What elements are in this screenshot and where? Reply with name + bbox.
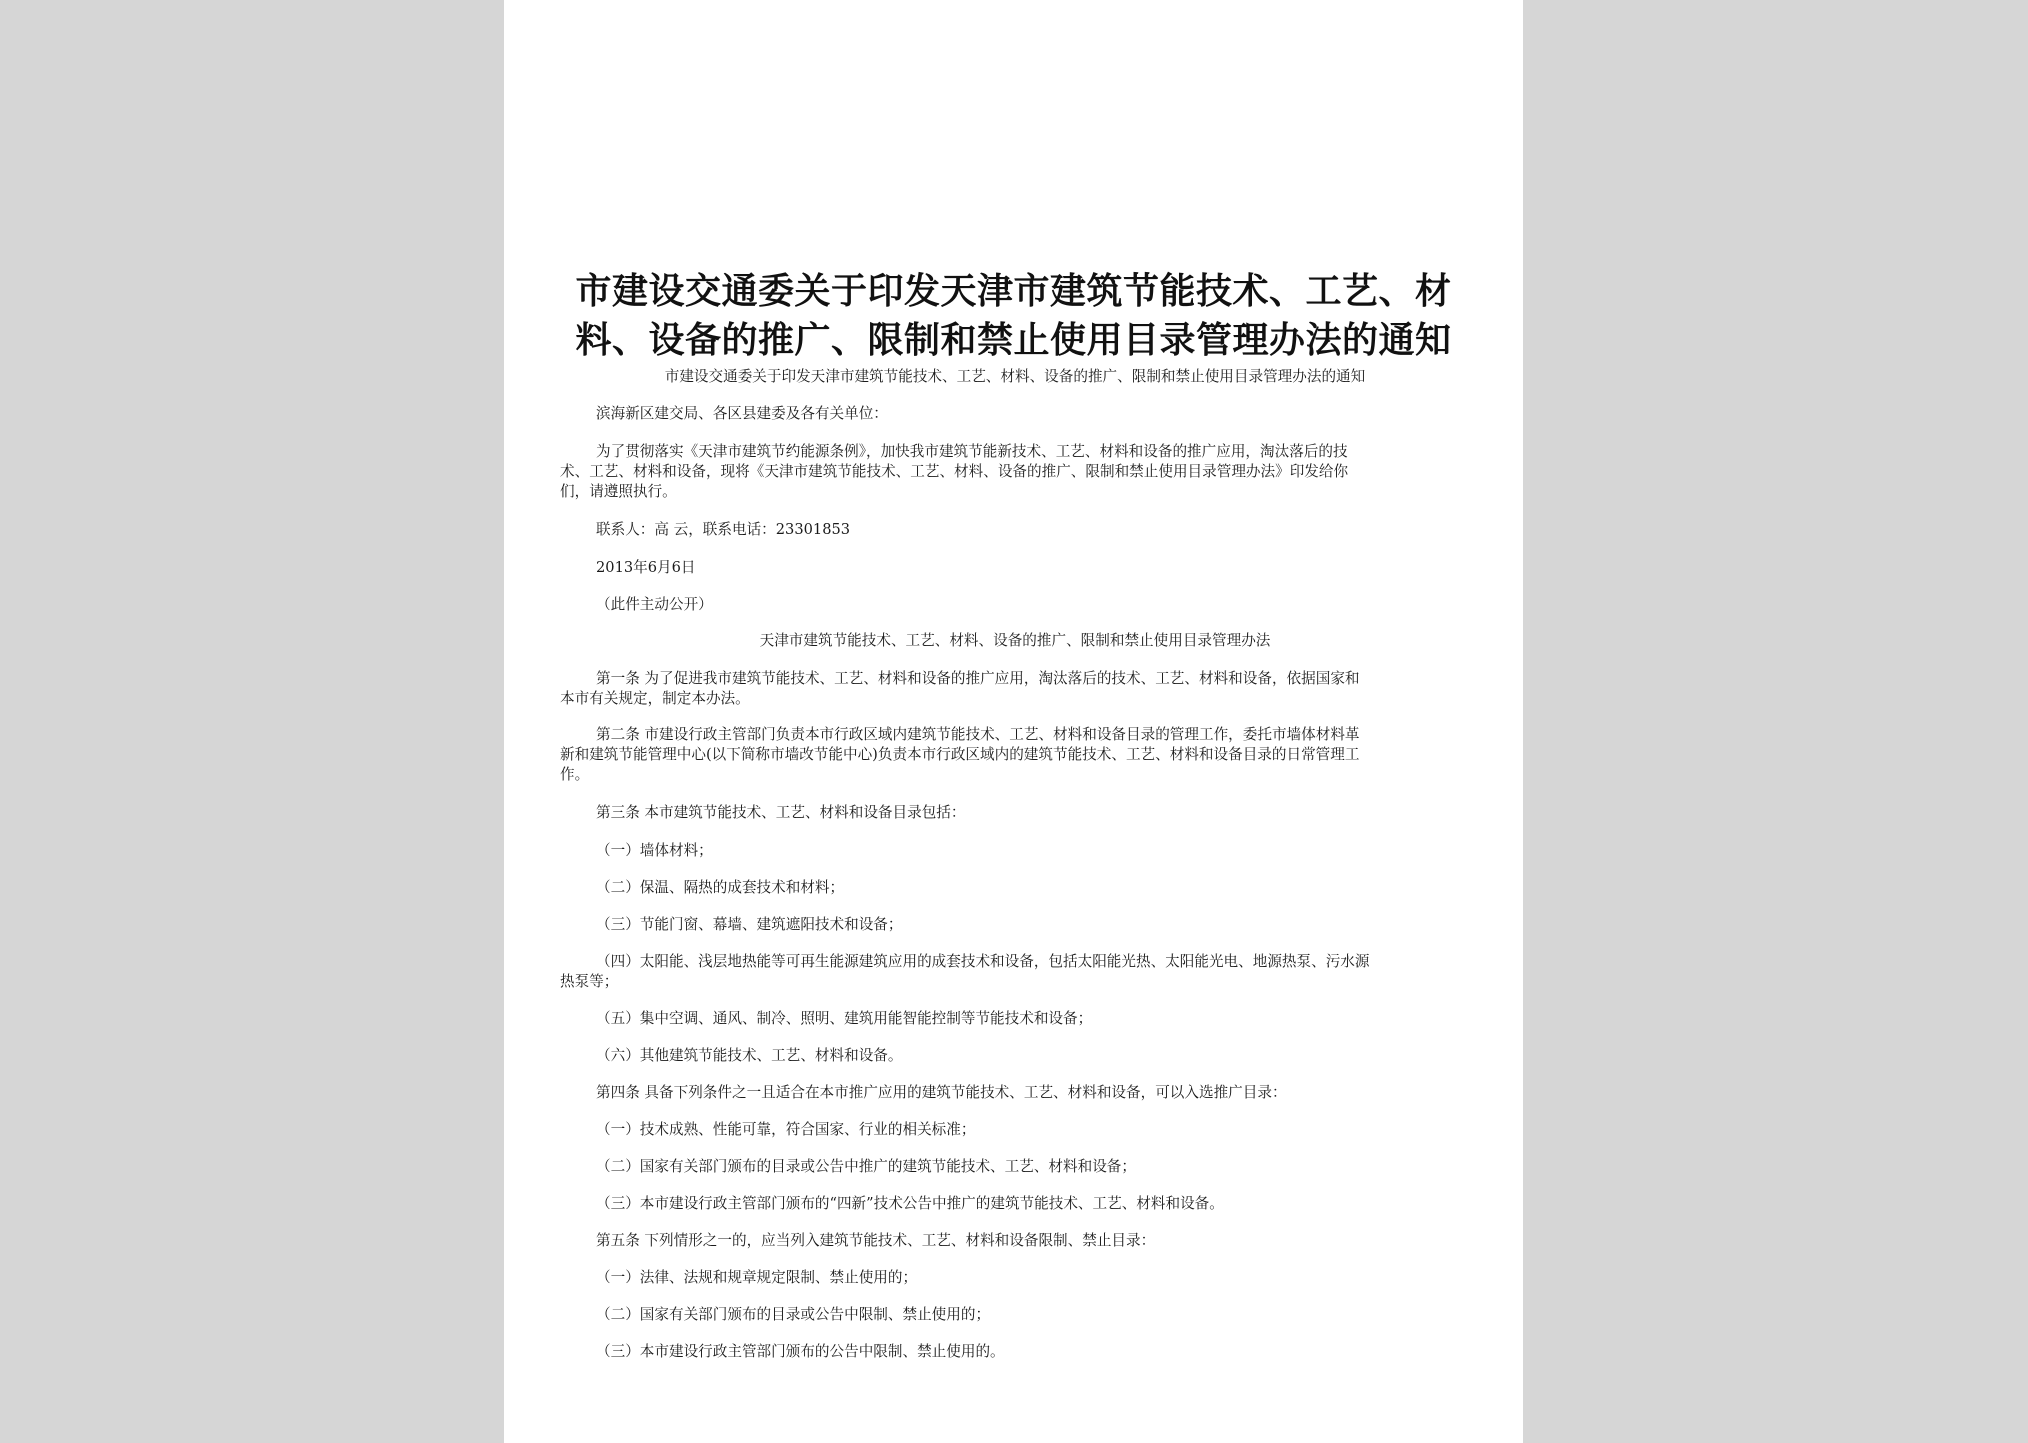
document-page xyxy=(504,0,1523,1443)
article-3-item-4-line-1: （四）太阳能、浅层地热能等可再生能源建筑应用的成套技术和设备，包括太阳能光热、太阳能光电、地源热泵、污水源 xyxy=(596,953,1370,970)
article-2-line-1: 第二条 市建设行政主管部门负责本市行政区域内建筑节能技术、工艺、材料和设备目录的管理工作，委托市墙体材料革 xyxy=(596,726,1360,743)
article-3: 第三条 本市建筑节能技术、工艺、材料和设备目录包括： xyxy=(596,804,966,821)
issue-date: 2013年6月6日 xyxy=(596,559,696,576)
article-3-item-6: （六）其他建筑节能技术、工艺、材料和设备。 xyxy=(596,1047,903,1064)
article-5: 第五条 下列情形之一的，应当列入建筑节能技术、工艺、材料和设备限制、禁止目录： xyxy=(596,1232,1156,1249)
article-2-line-3: 作。 xyxy=(560,766,590,783)
article-1-line-2: 本市有关规定，制定本办法。 xyxy=(560,690,750,707)
subtitle: 市建设交通委关于印发天津市建筑节能技术、工艺、材料、设备的推广、限制和禁止使用目录管理办法的通知 xyxy=(664,368,1366,385)
article-3-item-2: （二）保温、隔热的成套技术和材料； xyxy=(596,879,845,896)
article-4-item-3: （三）本市建设行政主管部门颁布的“四新”技术公告中推广的建筑节能技术、工艺、材料和设备。 xyxy=(596,1195,1224,1212)
measures-title: 天津市建筑节能技术、工艺、材料、设备的推广、限制和禁止使用目录管理办法 xyxy=(759,632,1271,649)
article-3-item-4-line-2: 热泵等； xyxy=(560,973,619,990)
article-5-item-1: （一）法律、法规和规章规定限制、禁止使用的； xyxy=(596,1269,918,1286)
article-3-item-3: （三）节能门窗、幕墙、建筑遮阳技术和设备； xyxy=(596,916,903,933)
intro-line-2: 术、工艺、材料和设备，现将《天津市建筑节能技术、工艺、材料、设备的推广、限制和禁止使用目录管理办法》印发给你 xyxy=(560,463,1349,480)
title-line-2: 料、设备的推广、限制和禁止使用目录管理办法的通知 xyxy=(575,319,1452,361)
article-5-item-2: （二）国家有关部门颁布的目录或公告中限制、禁止使用的； xyxy=(596,1306,991,1323)
intro-line-3: 们，请遵照执行。 xyxy=(560,483,677,500)
article-3-item-5: （五）集中空调、通风、制冷、照明、建筑用能智能控制等节能技术和设备； xyxy=(596,1010,1093,1027)
disclosure-note: （此件主动公开） xyxy=(596,596,713,613)
contact-line: 联系人：高 云，联系电话：23301853 xyxy=(596,521,851,538)
article-4: 第四条 具备下列条件之一且适合在本市推广应用的建筑节能技术、工艺、材料和设备，可以入选推广目录： xyxy=(596,1084,1287,1101)
article-4-item-2: （二）国家有关部门颁布的目录或公告中推广的建筑节能技术、工艺、材料和设备； xyxy=(596,1158,1136,1175)
article-5-item-3: （三）本市建设行政主管部门颁布的公告中限制、禁止使用的。 xyxy=(596,1343,1005,1360)
intro-line-1: 为了贯彻落实《天津市建筑节约能源条例》，加快我市建筑节能新技术、工艺、材料和设备的推广应用，淘汰落后的技 xyxy=(596,443,1348,460)
article-3-item-1: （一）墙体材料； xyxy=(596,842,713,859)
title-line-1: 市建设交通委关于印发天津市建筑节能技术、工艺、材 xyxy=(575,270,1452,312)
article-4-item-1: （一）技术成熟、性能可靠，符合国家、行业的相关标准； xyxy=(596,1121,976,1138)
article-2-line-2: 新和建筑节能管理中心(以下简称市墙改节能中心)负责本市行政区域内的建筑节能技术、工艺、材料和设备目录的日常管理工 xyxy=(560,746,1360,763)
document-title xyxy=(567,267,1460,365)
addressee: 滨海新区建交局、各区县建委及各有关单位： xyxy=(596,405,888,422)
article-1-line-1: 第一条 为了促进我市建筑节能技术、工艺、材料和设备的推广应用，淘汰落后的技术、工艺、材料和设备，依据国家和 xyxy=(596,670,1360,687)
